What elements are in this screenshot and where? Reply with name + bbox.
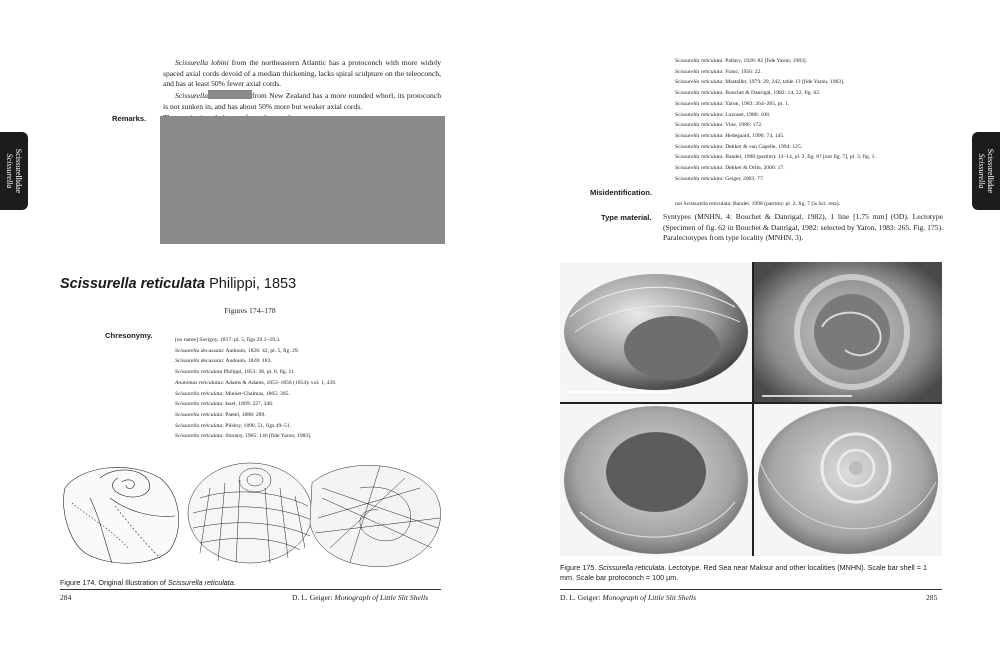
type-material-label: Type material. — [601, 213, 652, 222]
chresonymy-entry — [675, 131, 876, 142]
tab-genus-label: Scissurella — [5, 153, 14, 189]
chresonymy-entry — [675, 67, 876, 78]
chresonymy-entry — [175, 356, 336, 367]
chresonymy-taxon: Scissurella reticulata — [675, 154, 723, 161]
chresonymy-taxon: Anatomus reticulatus — [175, 379, 223, 386]
chresonymy-taxon: [no name] — [175, 337, 198, 343]
sem-panel-side-view — [560, 262, 752, 402]
chresonymy-entry — [175, 421, 336, 432]
chresonymy-taxon: Scissurella reticulata — [675, 122, 723, 129]
chresonymy-entry — [675, 120, 876, 131]
shell-drawing-side — [64, 467, 179, 563]
chresonymy-citation: : Sturany, 1905: 146 [fide Yaron, 1983]. — [222, 433, 312, 440]
chresonymy-taxon: Scissurella reticulata — [675, 58, 723, 64]
chresonymy-citation: Savigny, 1817: pl. 5, figs 29.1–29.3. — [197, 337, 281, 343]
chresonymy-citation: : Mastaller, 1979: 29, 242, table 13 [fide Yaron, 1983]. — [722, 79, 845, 86]
chresonymy-taxon: Scissurella reticulata — [675, 79, 723, 86]
chresonymy-entry — [675, 99, 876, 110]
chresonymy-taxon: Scissurella reticulata — [175, 422, 223, 429]
chresonymy-citation: : Bouchet & Danrigal, 1982: 14, 22, fig. 62. — [722, 90, 821, 97]
chresonymy-entry — [675, 142, 876, 153]
chresonymy-entry — [675, 163, 876, 174]
tab-genus-label: Scissurella — [977, 153, 986, 189]
thumb-tab-right — [972, 132, 1000, 210]
figure-175-sem-plate — [560, 262, 942, 556]
chresonymy-citation: : Pilsbry, 1890, 51, figs 49–51. — [222, 422, 292, 429]
chresonymy-taxon: Scissurella reticulata — [175, 390, 223, 397]
chresonymy-entry — [675, 110, 876, 121]
chresonymy-taxon: Scissurella reticulata — [175, 369, 223, 376]
sem-panel-protoconch — [754, 262, 942, 402]
chresonymy-citation: : Paetel, 1888: 289. — [222, 411, 266, 418]
chresonymy-citation: : Dekker & van Capelle, 1994: 125. — [722, 143, 803, 150]
chresonymy-taxon: Scissurella reticulata — [675, 90, 723, 97]
chresonymy-entry — [675, 152, 876, 163]
chresonymy-entry — [675, 174, 876, 185]
chresonymy-citation: Philippi, 1853: 38, pl. 6, fig. 11. — [222, 369, 296, 376]
chresonymy-taxon: Scissurella reticulata — [175, 411, 223, 418]
page-number-right: 285 — [926, 593, 938, 602]
chresonymy-citation: : Audouin, 1826: 42, pl. 5, fig. 29. — [222, 347, 300, 354]
sem-panel-umbilical-view — [560, 404, 752, 556]
chresonymy-citation: : Audouin, 1828: 183. — [222, 358, 272, 365]
running-footer-right: D. L. Geiger: Monograph of Little Slit Shells — [560, 593, 697, 602]
chresonymy-entry — [175, 410, 336, 421]
chresonymy-entry — [175, 335, 336, 346]
chresonymy-citation: : Pallary, 1926: 82 [fide Yaron, 1983]. — [722, 58, 808, 64]
sem-panel-apical-view — [754, 404, 942, 556]
chresonymy-entry — [175, 399, 336, 410]
misidentification-label: Misidentification. — [590, 188, 653, 197]
tab-family-label: Scissurellidae — [14, 148, 23, 194]
chresonymy-citation: : Issel, 1869: 227, 346. — [222, 401, 274, 408]
figure-174-caption: Figure 174. Original Illustration of Scissurella reticulata. — [60, 578, 236, 587]
chresonymy-citation: : Geiger, 2003: 77. — [722, 175, 765, 182]
misidentification-text: not Scissurella reticulata: Bandel, 1998 (partim): pl. 2, fig. 7 [is Sci. reta]. — [675, 201, 840, 207]
chresonymy-label: Chresonymy. — [105, 331, 153, 340]
comparison-paragraph-1: Scissurella lobini from the northeastern Atlantic has a protoconch with more widely spaced axial cords devoid of a median thickening, lacks spiral sculpture on the teleoconch, and has at least 50% fewer axial cords. — [163, 58, 441, 89]
shell-drawing-umbilical — [310, 465, 441, 566]
thumb-tab-left — [0, 132, 28, 210]
chresonymy-citation: : Dekker & Orlin, 2000: 17. — [722, 165, 785, 172]
redacted-image-block — [160, 116, 445, 244]
chresonymy-citation: : Lozouet, 1986: 108. — [722, 111, 771, 118]
footer-rule-right — [560, 589, 942, 590]
figures-reference: Figures 174–178 — [224, 306, 276, 315]
chresonymy-citation: : Hedegaard, 1990: 74, 145. — [722, 132, 785, 139]
comparison-paragraph-2: Scissurella from New Zealand has a more rounded whorl, its protoconch is not sunken in, and has about 50% more but weaker axial cords. — [163, 91, 441, 111]
chresonymy-list-left — [175, 335, 336, 442]
chresonymy-taxon: Scissurella reticulata — [675, 175, 723, 182]
chresonymy-citation: : Munier-Chalmas, 1865: 395. — [222, 390, 290, 397]
shell-drawing-apical — [188, 463, 312, 563]
chresonymy-entry — [675, 88, 876, 99]
species-heading: Scissurella reticulata Philippi, 1853 — [60, 276, 297, 292]
chresonymy-citation: : Yaron, 1983: 264–265, pl. 1. — [722, 100, 790, 107]
chresonymy-list-right — [675, 56, 876, 184]
chresonymy-entry — [175, 367, 336, 378]
chresonymy-taxon: Scissurella reticulata — [675, 68, 723, 75]
chresonymy-taxon: Scissurella reticulata — [675, 165, 723, 172]
chresonymy-entry — [175, 346, 336, 357]
chresonymy-taxon: Scissurella reticulata — [675, 132, 723, 139]
chresonymy-citation: : Vine, 1986: 172. — [722, 122, 763, 129]
footer-rule-left — [60, 589, 441, 590]
figure-174-illustration — [60, 458, 445, 573]
chresonymy-citation: : Adams & Adams, 1853–1858 (1854): vol. 1, 439. — [222, 379, 337, 386]
chresonymy-entry — [675, 77, 876, 88]
chresonymy-entry — [175, 431, 336, 442]
chresonymy-taxon: Scissurella reticulata — [675, 100, 723, 107]
chresonymy-taxon: Scissurella reticulata — [675, 143, 723, 150]
chresonymy-citation: : Franc, 1956: 22. — [722, 68, 762, 75]
chresonymy-citation: : Bandel, 1998 (partim): 13–14, pl. 2, fig. 8? [not fig. 7], pl. 3, fig. 1. — [722, 154, 876, 161]
redaction-block — [208, 90, 252, 99]
chresonymy-taxon: Scissurella reticulata — [175, 401, 223, 408]
chresonymy-entry — [175, 389, 336, 400]
chresonymy-taxon: Scissurella decussata — [175, 358, 223, 365]
chresonymy-entry — [175, 378, 336, 389]
tab-family-label: Scissurellidae — [986, 148, 995, 194]
chresonymy-entry — [675, 56, 876, 67]
chresonymy-taxon: Scissurella reticulata — [175, 433, 223, 440]
type-material-text: Syntypes (MNHN, 4: Bouchet & Danrigal, 1982), 1 line [1.75 mm] (OD). Lectotype (Specimen of fig. 62 in Bouchet & Danrigal, 1982: selected by Yaron, 1983: 265. Fig. 175). Paralectotypes from type locality (MNHN, 3). — [663, 212, 943, 243]
remarks-label: Remarks. — [112, 114, 147, 123]
page-number-left: 284 — [60, 593, 72, 602]
figure-175-caption: Figure 175. Scissurella reticulata. Lectotype. Red Sea near Maksur and other localities (MNHN). Scale bar shell = 1 mm. Scale bar protoconch = 100 µm. — [560, 563, 927, 582]
chresonymy-taxon: Scissurella decussata — [175, 347, 223, 354]
chresonymy-taxon: Scissurella reticulata — [675, 111, 723, 118]
running-footer-left: D. L. Geiger: Monograph of Little Slit Shells — [292, 593, 429, 602]
